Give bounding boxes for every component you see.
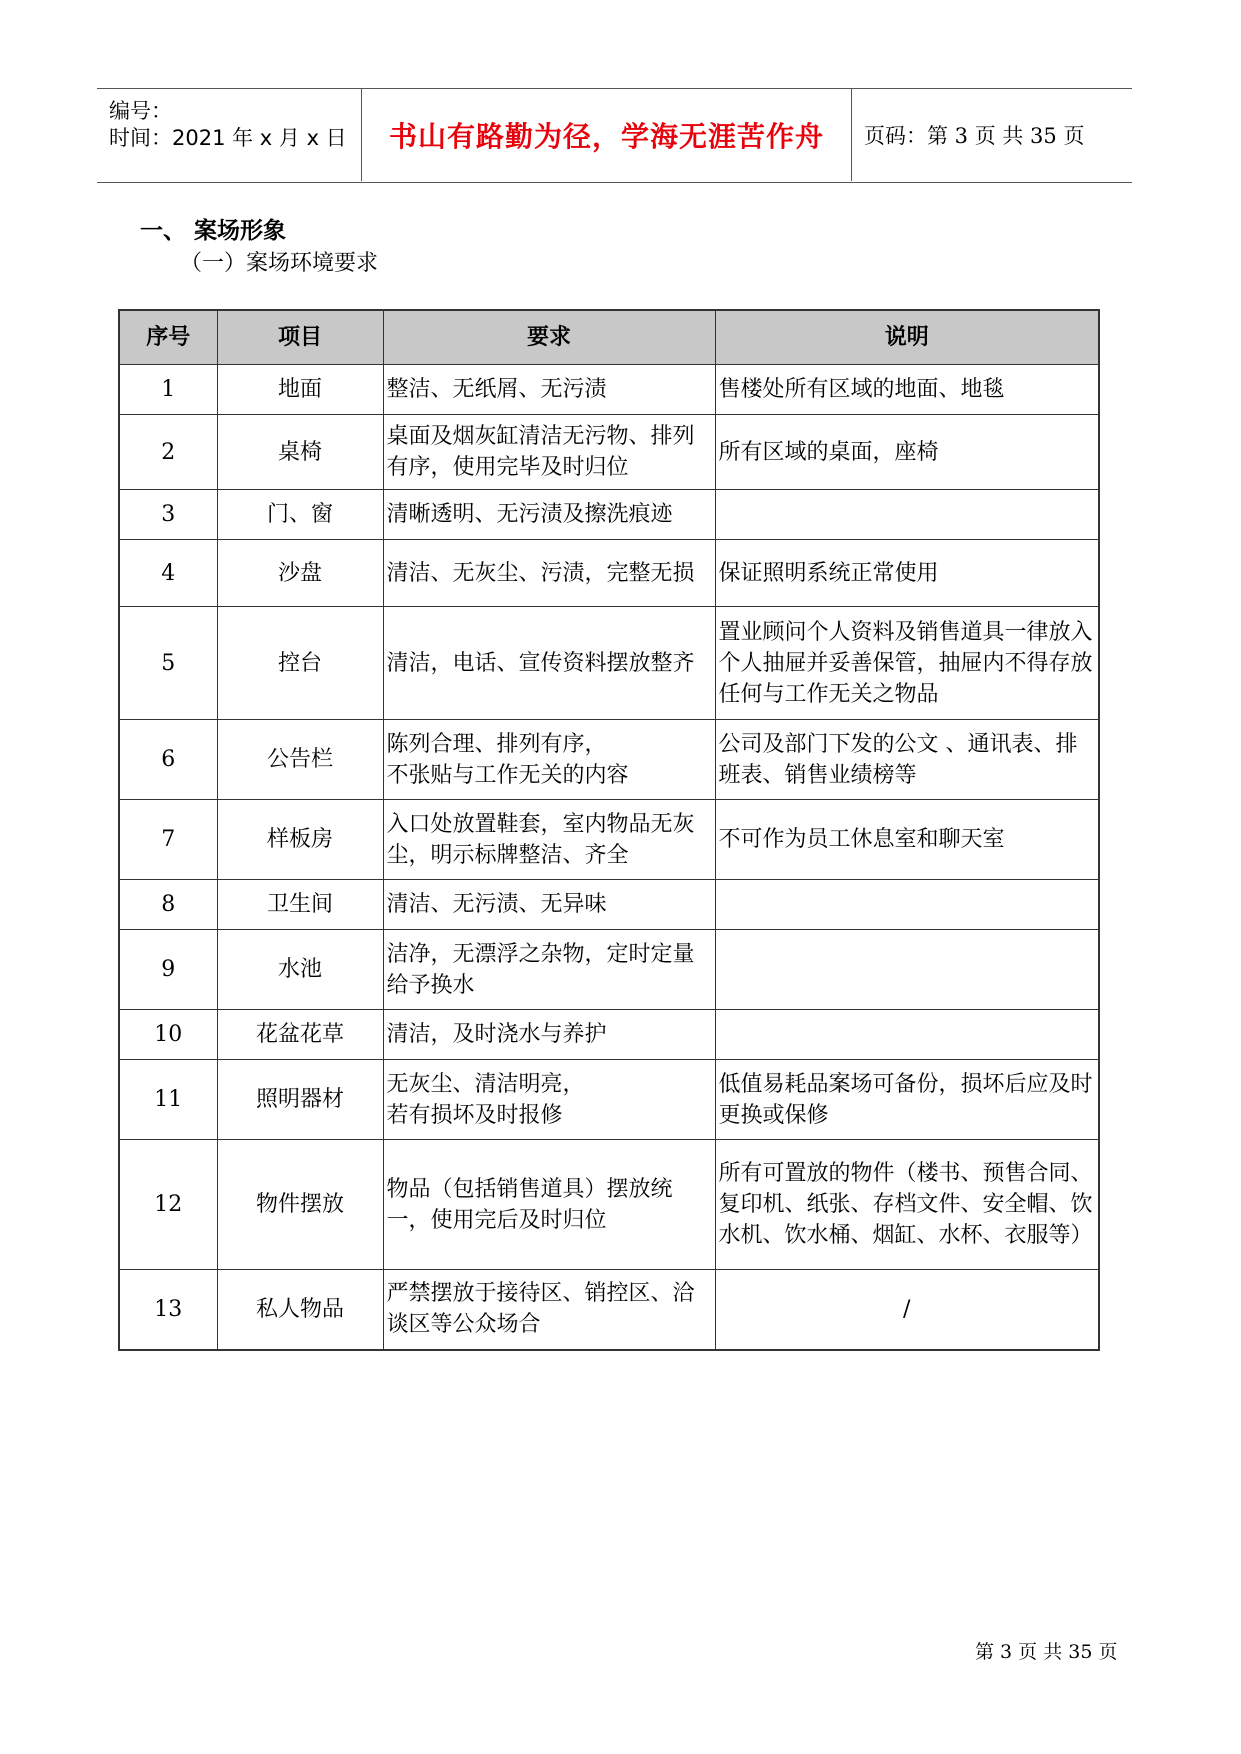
header-item: 项目 bbox=[217, 310, 383, 365]
table-row bbox=[119, 1010, 1099, 1060]
code-label: 编号： bbox=[109, 99, 172, 123]
cell-no: 6 bbox=[119, 720, 217, 800]
cell-note bbox=[715, 1010, 1099, 1060]
cell-item: 门、窗 bbox=[217, 490, 383, 540]
cell-no: 10 bbox=[119, 1010, 217, 1060]
cell-item: 公告栏 bbox=[217, 720, 383, 800]
cell-requirement: 严禁摆放于接待区、销控区、洽谈区等公众场合 bbox=[383, 1270, 715, 1350]
header-no: 序号 bbox=[119, 310, 217, 365]
environment-requirements-table bbox=[118, 309, 1100, 1351]
cell-item: 样板房 bbox=[217, 800, 383, 880]
page-header bbox=[97, 88, 1132, 183]
cell-no: 3 bbox=[119, 490, 217, 540]
header-requirement: 要求 bbox=[383, 310, 715, 365]
cell-item: 沙盘 bbox=[217, 540, 383, 607]
table-row bbox=[119, 490, 1099, 540]
cell-requirement: 清洁、无灰尘、污渍，完整无损 bbox=[383, 540, 715, 607]
cell-requirement: 无灰尘、清洁明亮， 若有损坏及时报修 bbox=[383, 1060, 715, 1140]
cell-no: 2 bbox=[119, 415, 217, 490]
table-row bbox=[119, 800, 1099, 880]
time-label: 时间：2021 年 x 月 x 日 bbox=[109, 126, 347, 150]
cell-note: 低值易耗品案场可备份，损坏后应及时更换或保修 bbox=[715, 1060, 1099, 1140]
header-motto: 书山有路勤为径，学海无涯苦作舟 bbox=[362, 89, 852, 181]
cell-no: 8 bbox=[119, 880, 217, 930]
cell-note: 保证照明系统正常使用 bbox=[715, 540, 1099, 607]
cell-note: 售楼处所有区域的地面、地毯 bbox=[715, 365, 1099, 415]
cell-no: 7 bbox=[119, 800, 217, 880]
table-header-row bbox=[119, 310, 1099, 365]
cell-requirement: 物品（包括销售道具）摆放统一，使用完后及时归位 bbox=[383, 1140, 715, 1270]
cell-requirement: 清洁、无污渍、无异味 bbox=[383, 880, 715, 930]
table-row bbox=[119, 540, 1099, 607]
cell-note: 不可作为员工休息室和聊天室 bbox=[715, 800, 1099, 880]
cell-no: 11 bbox=[119, 1060, 217, 1140]
cell-note: 公司及部门下发的公文 、通讯表、排班表、销售业绩榜等 bbox=[715, 720, 1099, 800]
cell-no: 4 bbox=[119, 540, 217, 607]
cell-item: 地面 bbox=[217, 365, 383, 415]
cell-note bbox=[715, 930, 1099, 1010]
cell-no: 1 bbox=[119, 365, 217, 415]
cell-item: 私人物品 bbox=[217, 1270, 383, 1350]
table-row bbox=[119, 930, 1099, 1010]
section-title: 一、 案场形象 bbox=[140, 218, 287, 244]
table-row bbox=[119, 1060, 1099, 1140]
cell-item: 水池 bbox=[217, 930, 383, 1010]
footer-page-info: 第 3 页 共 35 页 bbox=[975, 1641, 1118, 1663]
table-row bbox=[119, 365, 1099, 415]
table-row bbox=[119, 415, 1099, 490]
cell-no: 12 bbox=[119, 1140, 217, 1270]
section-subtitle: （一）案场环境要求 bbox=[180, 251, 379, 276]
cell-requirement: 整洁、无纸屑、无污渍 bbox=[383, 365, 715, 415]
cell-note: 所有可置放的物件（楼书、预售合同、复印机、纸张、存档文件、安全帽、饮水机、饮水桶、烟缸、水杯、衣服等） bbox=[715, 1140, 1099, 1270]
cell-no: 5 bbox=[119, 607, 217, 720]
cell-note: / bbox=[715, 1270, 1099, 1350]
cell-requirement: 清洁，及时浇水与养护 bbox=[383, 1010, 715, 1060]
table-row bbox=[119, 880, 1099, 930]
table-row bbox=[119, 1140, 1099, 1270]
header-meta bbox=[97, 89, 362, 181]
cell-requirement: 陈列合理、排列有序， 不张贴与工作无关的内容 bbox=[383, 720, 715, 800]
cell-item: 控台 bbox=[217, 607, 383, 720]
cell-item: 卫生间 bbox=[217, 880, 383, 930]
cell-requirement: 清晰透明、无污渍及擦洗痕迹 bbox=[383, 490, 715, 540]
cell-note bbox=[715, 490, 1099, 540]
cell-item: 照明器材 bbox=[217, 1060, 383, 1140]
header-page-info: 页码：第 3 页 共 35 页 bbox=[864, 124, 1085, 148]
cell-item: 物件摆放 bbox=[217, 1140, 383, 1270]
table-row bbox=[119, 720, 1099, 800]
cell-item: 花盆花草 bbox=[217, 1010, 383, 1060]
cell-note: 所有区域的桌面，座椅 bbox=[715, 415, 1099, 490]
cell-item: 桌椅 bbox=[217, 415, 383, 490]
cell-requirement: 洁净，无漂浮之杂物，定时定量给予换水 bbox=[383, 930, 715, 1010]
cell-no: 13 bbox=[119, 1270, 217, 1350]
cell-requirement: 桌面及烟灰缸清洁无污物、排列有序，使用完毕及时归位 bbox=[383, 415, 715, 490]
cell-no: 9 bbox=[119, 930, 217, 1010]
cell-note: 置业顾问个人资料及销售道具一律放入个人抽屉并妥善保管，抽屉内不得存放任何与工作无关之物品 bbox=[715, 607, 1099, 720]
cell-requirement: 入口处放置鞋套，室内物品无灰尘，明示标牌整洁、齐全 bbox=[383, 800, 715, 880]
table-row bbox=[119, 607, 1099, 720]
table-row bbox=[119, 1270, 1099, 1350]
cell-note bbox=[715, 880, 1099, 930]
cell-requirement: 清洁，电话、宣传资料摆放整齐 bbox=[383, 607, 715, 720]
header-note: 说明 bbox=[715, 310, 1099, 365]
